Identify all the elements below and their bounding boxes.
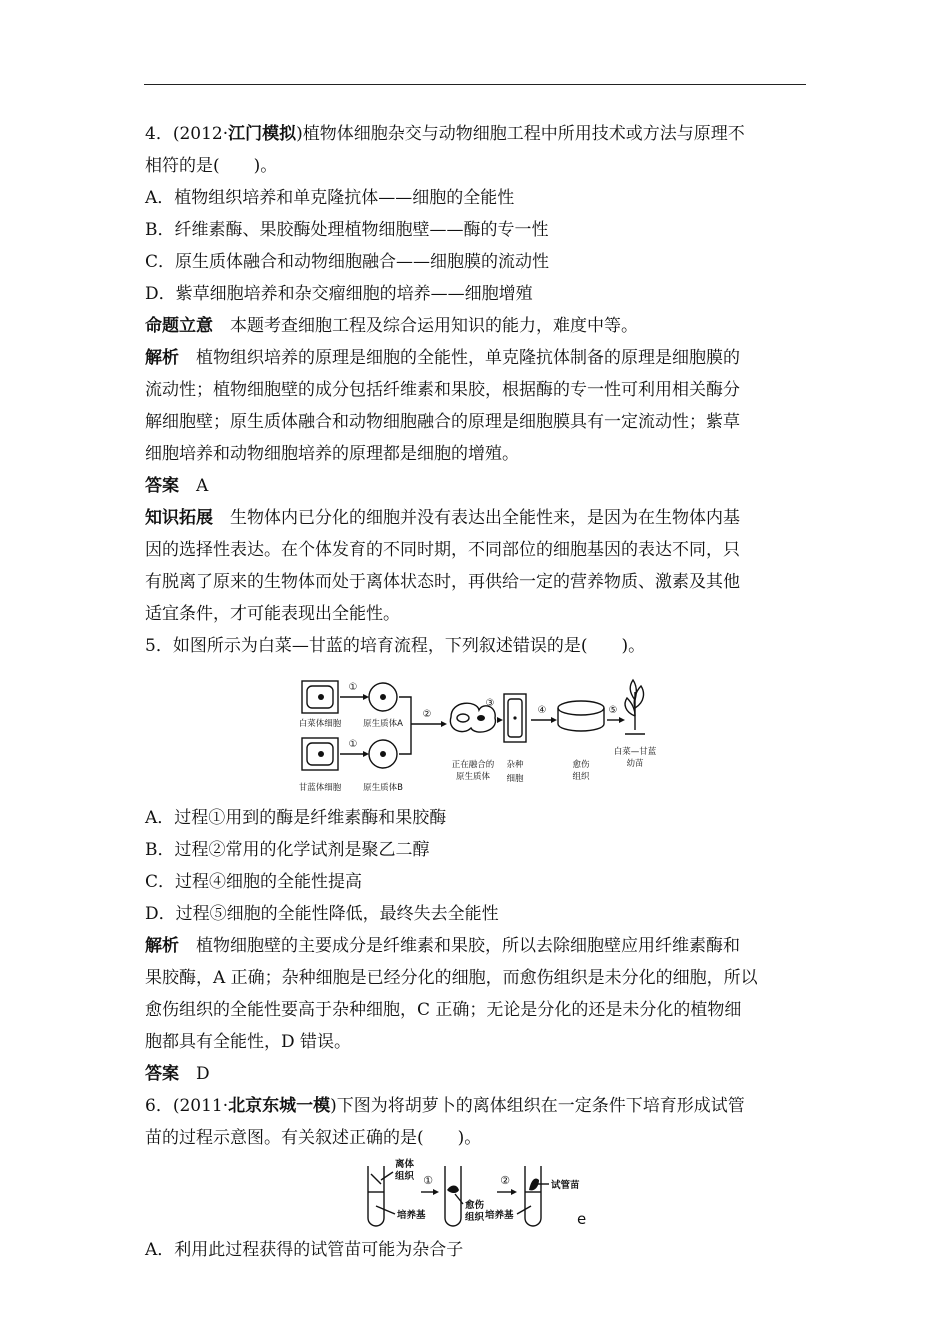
q6-step-2-label: ②: [500, 1174, 510, 1187]
fusing-label-1: 正在融合的: [451, 760, 495, 770]
seedling-leaf-left: [625, 698, 635, 716]
q5-option-b: B．过程②常用的化学试剂是聚乙二醇: [145, 840, 430, 860]
callus-top: [558, 701, 604, 715]
q4-analysis-line3: 解细胞壁；原生质体融合和动物细胞融合的原理是细胞膜具有一定流动性；紫草: [145, 412, 740, 432]
q5-analysis-line1: [145, 930, 805, 962]
arrowhead-5: [619, 717, 625, 723]
q5-answer-label: 答案: [145, 1064, 179, 1084]
q5-analysis-line2: 果胶酶，A 正确；杂种细胞是已经分化的细胞，而愈伤组织是未分化的细胞，所以: [145, 968, 758, 988]
callus-label-1: 愈伤: [572, 760, 590, 770]
arrowhead-1b: [363, 751, 369, 757]
q6-arrowhead-1: [433, 1189, 439, 1195]
q4-intent-text: 本题考查细胞工程及综合运用知识的能力，难度中等。: [230, 316, 638, 336]
q4-analysis-text: 植物组织培养的原理是细胞的全能性，单克隆抗体制备的原理是细胞膜的: [196, 348, 740, 368]
q5-analysis-line4: 胞都具有全能性，D 错误。: [145, 1032, 352, 1052]
q5-option-a: A．过程①用到的酶是纤维素酶和果胶酶: [145, 808, 447, 828]
q6-step-1-label: ①: [423, 1174, 433, 1187]
q5-stem: 5．如图所示为白菜—甘蓝的培育流程，下列叙述错误的是( )。: [145, 636, 646, 656]
arrowhead-1a: [363, 694, 369, 700]
seedling-label-2: 幼苗: [626, 759, 644, 769]
kale-cell-label: 甘蓝体细胞: [298, 783, 342, 793]
protoplast-b-label: 原生质体B: [363, 783, 403, 793]
q4-ext-text: 生物体内已分化的细胞并没有表达出全能性来，是因为在生物体内基: [230, 508, 740, 528]
step-1b-label: ①: [348, 739, 358, 750]
q6-stem-line2: 苗的过程示意图。有关叙述正确的是( )。: [145, 1128, 482, 1148]
q4-ext-line2: 因的选择性表达。在个体发育的不同时期，不同部位的细胞基因的表达不同，只: [145, 540, 740, 560]
stray-mark: e: [577, 1210, 587, 1228]
q4-intent: [145, 310, 805, 342]
q5-answer-value: D: [196, 1064, 210, 1084]
q4-ext-line1: [145, 502, 805, 534]
fusing-nucleus-2: [477, 715, 485, 721]
q6-stem-line1: )下图为将胡萝卜的离体组织在一定条件下培育形成试管: [330, 1096, 745, 1116]
q5-option-c: C．过程④细胞的全能性提高: [145, 872, 363, 892]
leader-tissue: [381, 1172, 393, 1180]
seedling-blob: [529, 1178, 539, 1190]
q4-answer: [145, 470, 805, 502]
q5-analysis-label: 解析: [145, 936, 179, 956]
q5-answer: [145, 1058, 805, 1090]
tube-2: [445, 1166, 461, 1226]
q4-option-d: D．紫草细胞培养和杂交瘤细胞的培养——细胞增殖: [145, 284, 533, 304]
fusing-nucleus-1: [457, 714, 469, 722]
cabbage-nucleus: [318, 694, 324, 700]
arrowhead-4: [551, 717, 557, 723]
q6-number: 6．(2011·: [145, 1096, 229, 1116]
seedling-leaf-top: [630, 680, 636, 700]
tube-3: [525, 1166, 541, 1226]
protoplast-b-nucleus: [380, 751, 386, 757]
q4-option-b: B．纤维素酶、果胶酶处理植物细胞壁——酶的专一性: [145, 220, 549, 240]
q6-option-a: A．利用此过程获得的试管苗可能为杂合子: [145, 1240, 464, 1260]
q4-analysis-line2: 流动性；植物细胞壁的成分包括纤维素和果胶，根据酶的专一性可利用相关酶分: [145, 380, 740, 400]
protoplast-a-label: 原生质体A: [363, 719, 403, 729]
q4-ext-line4: 适宜条件，才可能表现出全能性。: [145, 604, 400, 624]
callus-label-2: 组织: [572, 772, 590, 782]
q4-analysis-label: 解析: [145, 348, 179, 368]
hybrid-label-1: 杂种: [506, 760, 524, 770]
step-4-label: ④: [537, 705, 547, 716]
tube-1-tissue: [371, 1174, 381, 1184]
q4-intent-label: 命题立意: [145, 316, 213, 336]
medium-label-1: 培养基: [397, 1210, 426, 1221]
q4-answer-label: 答案: [145, 476, 179, 496]
arrowhead-3: [497, 717, 503, 723]
leader-medium-1: [376, 1206, 395, 1214]
q4-ext-line3: 有脱离了原来的生物体而处于离体状态时，再供给一定的营养物质、激素及其他: [145, 572, 740, 592]
q5-figure: [145, 662, 805, 802]
q4-number: 4．(2012·: [145, 124, 229, 144]
q4-ext-label: 知识拓展: [145, 508, 213, 528]
tube-1: [368, 1166, 384, 1226]
q6-source: 北京东城一模: [228, 1096, 331, 1116]
step-5-label: ⑤: [608, 705, 618, 716]
step-2-label: ②: [422, 709, 432, 720]
q4-option-a: A．植物组织培养和单克隆抗体——细胞的全能性: [145, 188, 515, 208]
step-3-label: ③: [485, 698, 495, 709]
hybrid-label-2: 细胞: [506, 774, 524, 784]
q5-analysis-line3: 愈伤组织的全能性要高于杂种细胞，C 正确；无论是分化的还是未分化的植物细: [145, 1000, 742, 1020]
q5-analysis-text: 植物细胞壁的主要成分是纤维素和果胶，所以去除细胞壁应用纤维素酶和: [196, 936, 740, 956]
q4-option-c: C．原生质体融合和动物细胞融合——细胞膜的流动性: [145, 252, 550, 272]
tissue-label-2: 组织: [395, 1171, 415, 1182]
fusing-label-2: 原生质体: [455, 772, 491, 782]
q5-option-d: D．过程⑤细胞的全能性降低，最终失去全能性: [145, 904, 499, 924]
kale-nucleus: [318, 751, 324, 757]
cabbage-cell-label: 白菜体细胞: [298, 719, 342, 729]
callus-body: [558, 708, 604, 731]
q4-answer-value: A: [196, 476, 209, 496]
header-rule: [144, 84, 806, 85]
q4-stem-line2: 相符的是( )。: [145, 156, 278, 176]
q6-process-diagram: [145, 1154, 805, 1234]
q5-flow-diagram: [145, 662, 805, 802]
q6-stem: [145, 1090, 805, 1122]
medium-label-2: 培养基: [485, 1210, 514, 1221]
step-1a-label: ①: [348, 682, 358, 693]
q4-analysis-line1: [145, 342, 805, 374]
q4-stem-line1: )植物体细胞杂交与动物细胞工程中所用技术或方法与原理不: [296, 124, 745, 144]
q4-source: 江门模拟: [228, 124, 297, 144]
leader-callus: [455, 1194, 463, 1204]
callus-label-q6-1: 愈伤: [465, 1200, 485, 1211]
content: [145, 118, 805, 1266]
callus-label-q6-2: 组织: [465, 1212, 485, 1223]
q6-arrowhead-2: [511, 1189, 517, 1195]
tissue-label-1: 离体: [395, 1159, 415, 1170]
hybrid-nucleus: [513, 716, 516, 719]
q6-figure: [145, 1154, 805, 1234]
q4-analysis-line4: 细胞培养和动物细胞培养的原理都是细胞的增殖。: [145, 444, 519, 464]
callus-blob: [447, 1186, 459, 1194]
arrowhead-2: [441, 721, 447, 727]
protoplast-a-nucleus: [380, 694, 386, 700]
leader-medium-2: [517, 1206, 531, 1214]
seedling-label-q6: 试管苗: [551, 1180, 580, 1191]
seedling-label-1: 白菜—甘蓝: [613, 747, 657, 757]
q4-stem: [145, 118, 805, 150]
